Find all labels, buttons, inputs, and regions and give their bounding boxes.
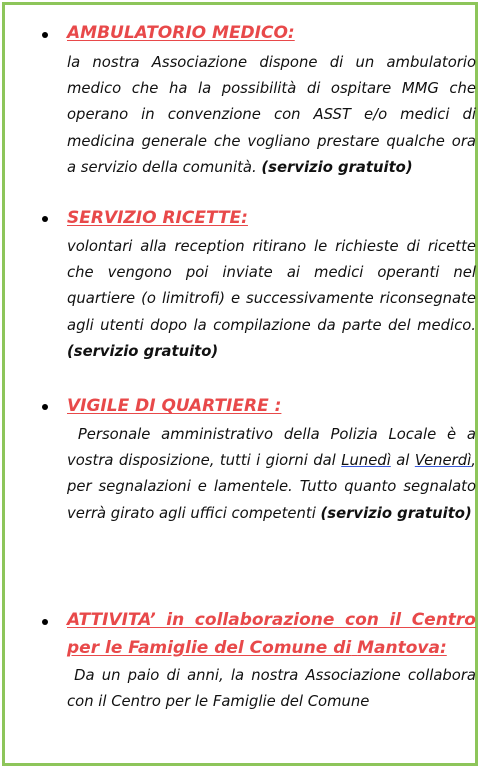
- section-body: volontari alla reception ritirano le richieste di ricette che vengono poi inviate ai medici operanti nel quartiere (o limitrofi) e successivamente riconsegnate agli utenti dopo la compilazione da parte del medico. (servizio gratuito): [67, 238, 476, 360]
- day-to: Venerdì: [414, 452, 472, 470]
- section-heading: VIGILE DI QUARTIERE :: [67, 396, 282, 416]
- section-heading: ATTIVITA’ in collaborazione con il Centro per le Famiglie del Comune di Mantova:: [67, 610, 476, 658]
- bullet-icon: [42, 404, 48, 410]
- section-body: Da un paio di anni, la nostra Associazione collabora con il Centro per le Famiglie del Comune: [67, 667, 476, 711]
- bullet-icon: [42, 32, 48, 38]
- bullet-icon: [42, 619, 48, 625]
- service-note: (servizio gratuito): [320, 504, 472, 522]
- service-note: (servizio gratuito): [261, 158, 413, 176]
- service-note: (servizio gratuito): [67, 342, 219, 360]
- content-frame: [2, 2, 478, 766]
- bullet-icon: [42, 216, 48, 222]
- city-name: Mantova: [357, 638, 440, 658]
- section-body: Personale amministrativo della Polizia Locale è a vostra disposizione, tutti i giorni dal Lunedì al Venerdì, per segnalazioni e lamentele. Tutto quanto segnalato verrà girato agli uffici competenti (servizio gratuito): [67, 426, 476, 522]
- section-heading: SERVIZIO RICETTE:: [67, 208, 248, 228]
- section-heading: AMBULATORIO MEDICO:: [67, 23, 295, 43]
- section-body: la nostra Associazione dispone di un ambulatorio medico che ha la possibilità di ospitare MMG che operano in convenzione con ASST e/o medici di medicina generale che vogliano prestare qualche ora a servizio della comunità. (servizio gratuito): [67, 54, 476, 176]
- day-from: Lunedì: [341, 452, 391, 470]
